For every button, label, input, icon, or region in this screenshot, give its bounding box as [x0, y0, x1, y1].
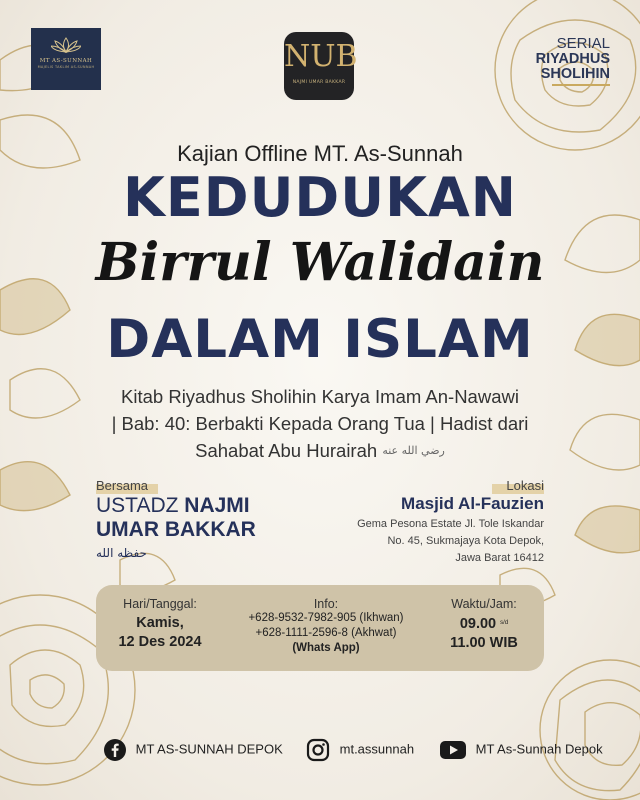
- serial-label: [536, 36, 610, 86]
- time-start-wrap: [436, 614, 532, 634]
- time-separator: s/d: [500, 620, 509, 626]
- serial-line3: SHOLIHIN: [540, 66, 610, 82]
- youtube-handle: MT As-Sunnah Depok: [475, 741, 603, 757]
- facebook-icon: [104, 739, 126, 761]
- serial-underline: [552, 84, 610, 86]
- serial-line1: SERIAL: [556, 35, 610, 52]
- location-label: Lokasi: [506, 478, 544, 493]
- address-line-2: No. 45, Sukmajaya Kota Depok,: [387, 535, 544, 547]
- address-line-1: Gema Pesona Estate Jl. Tole Iskandar: [357, 518, 544, 530]
- schedule-info-box: [96, 585, 544, 671]
- instagram-link[interactable]: [306, 736, 414, 762]
- title-line-3: DALAM ISLAM: [106, 309, 534, 370]
- instagram-icon: [306, 738, 330, 762]
- desc-line-3-wrap: [70, 437, 570, 464]
- desc-line-2: | Bab: 40: Berbakti Kepada Orang Tua | Hadist dari: [111, 413, 529, 434]
- contact-akhwat: +628-1111-2596-8 (Akhwat): [255, 627, 397, 639]
- facebook-handle: MT AS-SUNNAH DEPOK: [135, 741, 283, 757]
- location-name: Masjid Al-Fauzien: [401, 494, 544, 513]
- event-subtitle: Kajian Offline MT. As-Sunnah: [177, 141, 463, 166]
- date-label: Hari/Tanggal:: [123, 597, 197, 611]
- desc-honorific: رضي الله عنه: [382, 444, 445, 457]
- youtube-link[interactable]: [440, 736, 603, 762]
- speaker-label: Bersama: [96, 478, 149, 493]
- instagram-handle: mt.assunnah: [339, 741, 415, 757]
- time-column: [436, 597, 532, 653]
- left-logo-tag: MAJELIS TAKLIM AS-SUNNAH: [37, 65, 95, 69]
- title-line-1: KEDUDUKAN: [123, 166, 517, 229]
- event-description: [70, 383, 570, 464]
- date-day: Kamis,: [136, 615, 184, 631]
- youtube-icon: [440, 740, 466, 760]
- title-line-2: Birrul Walidain: [95, 232, 545, 293]
- speaker-honorific: حفظه الله: [96, 546, 147, 560]
- lotus-icon: [51, 36, 81, 54]
- speaker-line-1: [96, 494, 256, 518]
- nub-logo-sub: NAJMI UMAR BAKKAR: [292, 80, 346, 85]
- left-logo-brand: MT AS-SUNNAH: [39, 58, 93, 64]
- speaker-block: [96, 494, 256, 562]
- mt-assunnah-logo: [31, 28, 101, 90]
- nub-monogram: NUB: [284, 39, 358, 74]
- time-label: Waktu/Jam:: [451, 597, 517, 611]
- nub-logo: [284, 32, 358, 100]
- speaker-prefix: USTADZ: [96, 494, 179, 517]
- contact-label: Info:: [313, 597, 339, 611]
- date-value: 12 Des 2024: [118, 634, 202, 650]
- desc-line-1: Kitab Riyadhus Sholihin Karya Imam An-Nawawi: [121, 386, 519, 407]
- contact-ikhwan: +628-9532-7982-905 (Ikhwan): [248, 612, 404, 624]
- facebook-link[interactable]: [104, 736, 283, 762]
- serial-line2: RIYADHUS: [535, 51, 610, 67]
- desc-line-3: Sahabat Abu Hurairah: [195, 440, 378, 461]
- speaker-name-1: NAJMI: [184, 494, 250, 517]
- address-line-3: Jawa Barat 16412: [455, 552, 544, 564]
- time-start: 09.00: [459, 616, 497, 632]
- contact-column: [226, 597, 426, 656]
- date-column: [110, 597, 210, 652]
- contact-whatsapp: (Whats App): [292, 642, 360, 654]
- location-address: [284, 516, 544, 567]
- speaker-name-2: UMAR BAKKAR: [96, 518, 256, 541]
- time-end: 11.00 WIB: [450, 635, 518, 651]
